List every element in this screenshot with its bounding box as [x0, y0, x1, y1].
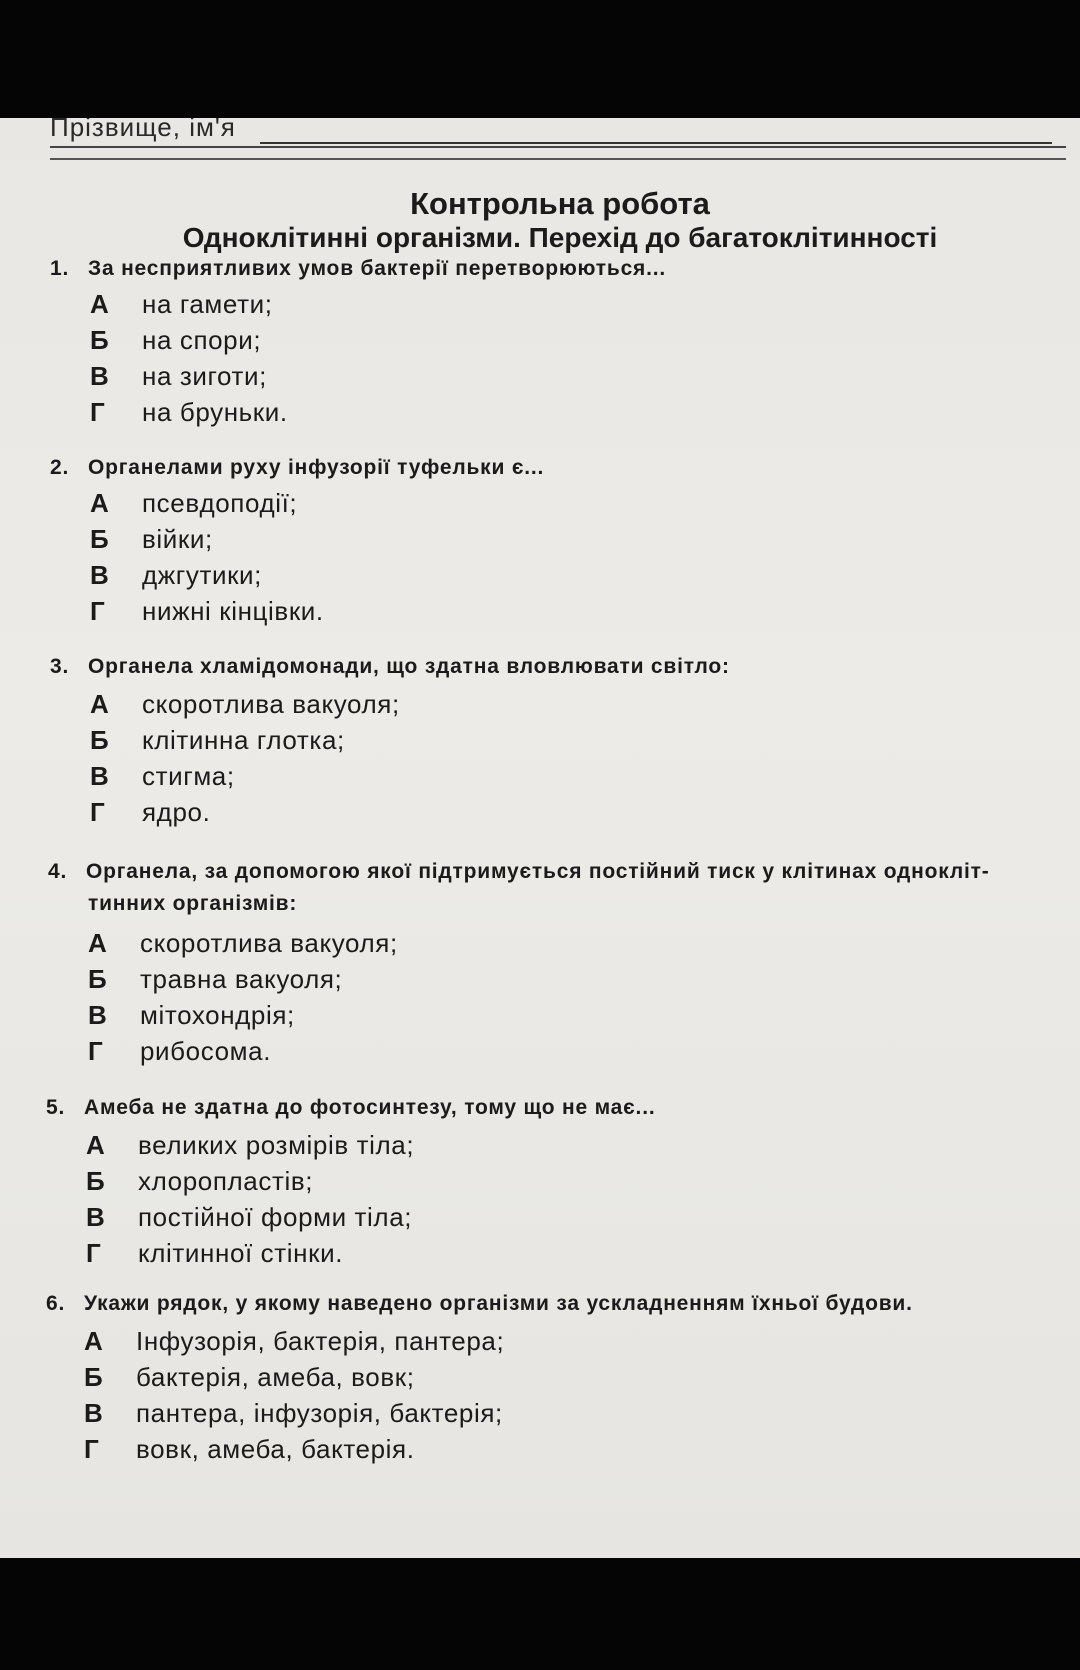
option-b: Б бактерія, амеба, вовк;	[84, 1362, 415, 1392]
option-d: Г клітинної стінки.	[86, 1238, 344, 1268]
option-c: В пантера, інфузорія, бактерія;	[84, 1398, 503, 1428]
question-prompt: Органелами руху інфузорії туфельки є...	[88, 456, 545, 479]
question-number: 1.	[50, 257, 70, 280]
option-b: Б клітинна глотка;	[90, 725, 345, 755]
option-a: А великих розмірів тіла;	[86, 1130, 415, 1160]
question-text	[46, 1092, 1068, 1124]
question-text	[50, 651, 1068, 683]
question-number: 5.	[46, 1096, 66, 1119]
question-number: 6.	[46, 1292, 66, 1315]
option-a: А скоротлива вакуоля;	[88, 928, 398, 958]
name-input-line	[260, 142, 1052, 144]
option-c: В стигма;	[90, 761, 235, 791]
name-row	[50, 118, 1062, 148]
question-prompt: За несприятливих умов бактерії перетворюються...	[88, 257, 667, 280]
option-a: А на гамети;	[90, 289, 273, 319]
header-rule-secondary	[50, 158, 1066, 160]
option-d: Г на бруньки.	[90, 397, 288, 427]
option-a: А Інфузорія, бактерія, пантера;	[84, 1326, 505, 1356]
question-number: 2.	[50, 456, 70, 479]
header-rule	[50, 146, 1066, 148]
option-c: В на зиготи;	[90, 361, 267, 391]
page-title: Контрольна робота	[410, 186, 710, 221]
option-b: Б війки;	[90, 524, 213, 554]
option-c: В джгутики;	[90, 560, 263, 590]
option-c: В постійної форми тіла;	[86, 1202, 413, 1232]
option-b: Б травна вакуоля;	[88, 964, 343, 994]
option-d: Г рибосома.	[88, 1036, 272, 1066]
question-prompt: Укажи рядок, у якому наведено організми за ускладненням їхньої будови.	[84, 1292, 913, 1315]
question-number: 3.	[50, 655, 70, 678]
option-b: Б на спори;	[90, 325, 262, 355]
option-d: Г нижні кінцівки.	[90, 596, 324, 626]
question-prompt: Органела, за допомогою якої підтримується постійний тиск у клітинах однокліт-	[86, 860, 990, 883]
name-label: Прізвище, ім'я	[50, 118, 236, 142]
option-d: Г вовк, амеба, бактерія.	[84, 1434, 415, 1464]
option-a: А скоротлива вакуоля;	[90, 689, 400, 719]
worksheet-page	[0, 118, 1080, 1558]
question-number: 4.	[48, 860, 68, 883]
question-text-continuation: тинних організмів:	[88, 892, 298, 915]
option-d: Г ядро.	[90, 797, 211, 827]
question-text	[50, 452, 1068, 484]
question-text	[50, 253, 1068, 285]
option-b: Б хлоропластів;	[86, 1166, 314, 1196]
question-prompt: Органела хламідомонади, що здатна вловлювати світло:	[88, 655, 730, 678]
page-subtitle: Одноклітинні організми. Перехід до багатоклітинності	[182, 222, 938, 253]
question-text	[48, 856, 1068, 888]
question-prompt: Амеба не здатна до фотосинтезу, тому що не має...	[84, 1096, 656, 1119]
option-a: А псевдоподії;	[90, 488, 298, 518]
option-c: В мітохондрія;	[88, 1000, 295, 1030]
question-text	[46, 1288, 1068, 1320]
